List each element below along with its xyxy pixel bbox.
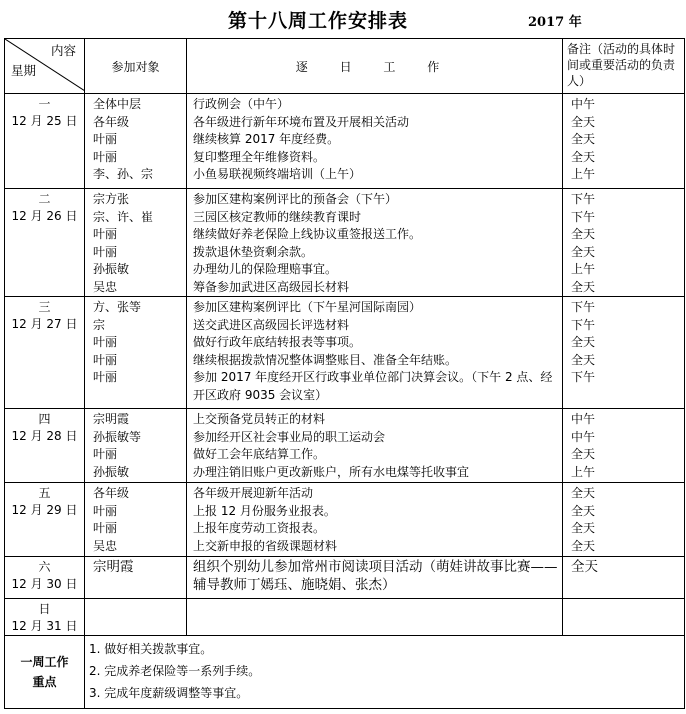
day-name: 一: [38, 97, 51, 111]
note: 上午: [571, 167, 596, 181]
participant: 叶丽: [93, 352, 118, 367]
note: 全天: [571, 538, 596, 553]
work-item: 上交新申报的省级课题材料: [193, 538, 338, 553]
day-date: 12 月 25 日: [11, 114, 78, 128]
day-cell: [5, 409, 85, 483]
work-item-cell: [187, 297, 563, 409]
day-date: 12 月 29 日: [11, 503, 78, 517]
participant: 叶丽: [93, 244, 118, 259]
work-item: 组织个别幼儿参加常州市阅读项目活动（萌娃讲故事比赛——辅导教师丁嫣珏、施晓娟、张杰）: [193, 559, 558, 593]
work-item: 各年级开展迎新年活动: [193, 486, 314, 500]
participant: 各年级: [93, 114, 130, 129]
participant: 全体中层: [93, 97, 142, 111]
participant: 吴忠: [93, 279, 118, 294]
work-item-cell: [187, 557, 563, 599]
day-name: 三: [38, 300, 51, 314]
work-item: 参加经开区社会事业局的职工运动会: [193, 429, 386, 444]
note: 全天: [571, 521, 596, 535]
note: 中午: [571, 412, 596, 426]
corner-header: [5, 39, 85, 94]
note: 全天: [571, 227, 596, 241]
work-item: 各年级进行新年环境布置及开展相关活动: [193, 114, 410, 129]
note: 全天: [571, 447, 596, 461]
participant-cell: [85, 189, 187, 297]
corner-bottom-label: 星期: [11, 63, 37, 78]
work-item: 上报年度劳动工资报表。: [193, 521, 326, 535]
note: 下午: [571, 209, 596, 224]
participant-cell: [85, 599, 187, 636]
work-item: 继续核算 2017 年度经费。: [193, 132, 340, 146]
participant: 宗明霞: [93, 412, 130, 426]
work-item: 拨款退休垫资剩余款。: [193, 244, 314, 259]
work-item: 筹备参加武进区高级园长材料: [193, 279, 350, 294]
day-row: [5, 483, 685, 557]
day-cell: [5, 557, 85, 599]
work-item: 继续做好养老保险上线协议重签报送工作。: [193, 227, 422, 241]
day-name: 四: [38, 412, 51, 426]
work-item: 参加区建构案例评比（下午星河国际南园）: [193, 300, 422, 314]
day-name: 二: [38, 192, 51, 206]
note: 全天: [571, 279, 596, 294]
day-row: [5, 599, 685, 636]
participant: 李、孙、宗: [93, 167, 154, 181]
page-title: 第十八周工作安排表: [227, 10, 408, 32]
work-item: 做好行政年底结转报表等事项。: [193, 335, 362, 349]
note: 上午: [571, 464, 596, 479]
participant-cell: [85, 94, 187, 189]
note-cell: [563, 297, 685, 409]
note-cell: [563, 94, 685, 189]
weekly-focus-item: 1. 做好相关拨款事宜。: [89, 642, 213, 656]
work-item-cell: [187, 599, 563, 636]
schedule-table: [4, 38, 685, 709]
notes-header: 备注（活动的具体时间或重要活动的负责人）: [563, 39, 685, 94]
day-date: 12 月 28 日: [11, 429, 78, 443]
participant-cell: [85, 483, 187, 557]
note: 全天: [571, 114, 596, 129]
day-cell: [5, 599, 85, 636]
note-cell: [563, 483, 685, 557]
work-item-cell: [187, 94, 563, 189]
participant: 宗方张: [93, 192, 130, 206]
day-row: [5, 557, 685, 599]
day-cell: [5, 297, 85, 409]
weekly-focus-label: [5, 636, 85, 709]
participant: 宗、许、崔: [93, 209, 154, 224]
day-date: 12 月 30 日: [11, 577, 78, 591]
note: 中午: [571, 429, 596, 444]
day-cell: [5, 189, 85, 297]
participant: 宗明霞: [93, 559, 134, 575]
participant: 叶丽: [93, 149, 118, 164]
participant: 叶丽: [93, 370, 118, 384]
participant: 孙振敏: [93, 464, 130, 479]
participant: 宗: [93, 317, 106, 332]
work-header: 逐 日 工 作: [187, 39, 563, 94]
corner-top-label: 内容: [50, 43, 76, 58]
participant-cell: [85, 297, 187, 409]
note: 下午: [571, 317, 596, 332]
work-item: 三园区核定教师的继续教育课时: [193, 209, 362, 224]
participant: 叶丽: [93, 132, 118, 146]
weekly-focus-row: [5, 636, 685, 709]
work-item: 复印整理全年维修资料。: [193, 149, 326, 164]
note-cell: [563, 189, 685, 297]
day-name: 六: [38, 560, 51, 574]
participant: 叶丽: [93, 503, 118, 518]
work-item-cell: [187, 409, 563, 483]
participant: 各年级: [93, 486, 130, 500]
work-item-cell: [187, 189, 563, 297]
participant: 叶丽: [93, 227, 118, 241]
day-name: 五: [38, 486, 51, 500]
day-row: [5, 409, 685, 483]
participant: 孙振敏等: [93, 429, 142, 444]
work-item: 继续根据拨款情况整体调整账目、准备全年结账。: [193, 352, 458, 367]
participant: 叶丽: [93, 521, 118, 535]
work-item: 办理幼儿的保险理赔事宜。: [193, 262, 338, 276]
note: 上午: [571, 262, 596, 276]
note: 下午: [571, 300, 596, 314]
day-cell: [5, 94, 85, 189]
note: 全天: [571, 486, 596, 500]
work-item: 小鱼易联视频终端培训（上午）: [193, 167, 362, 181]
work-item: 参加 2017 年度经开区行政事业单位部门决算会议。（下午 2 点、经开区政府 9035 会议室）: [193, 370, 553, 402]
weekly-focus-items: [85, 636, 685, 709]
participant: 叶丽: [93, 447, 118, 461]
work-item: 做好工会年底结算工作。: [193, 447, 326, 461]
header-row: [5, 39, 685, 94]
work-item: 上报 12 月份服务业报表。: [193, 503, 336, 518]
participant-cell: [85, 409, 187, 483]
note: 下午: [571, 370, 596, 384]
note: 全天: [571, 132, 596, 146]
participants-header: 参加对象: [85, 39, 187, 94]
work-item: 行政例会（中午）: [193, 97, 290, 111]
day-date: 12 月 26 日: [11, 209, 78, 223]
note: 下午: [571, 192, 596, 206]
year-label: 2017 年: [528, 15, 582, 30]
note: 全天: [571, 503, 596, 518]
day-row: [5, 297, 685, 409]
weekly-focus-label-line1: 一周工作: [20, 655, 69, 669]
day-row: [5, 189, 685, 297]
note-cell: [563, 409, 685, 483]
day-row: [5, 94, 685, 189]
weekly-focus-label-line2: 重点: [32, 675, 57, 689]
page-title-block: [0, 6, 686, 32]
participant-cell: [85, 557, 187, 599]
day-date: 12 月 31 日: [11, 619, 78, 633]
note: 全天: [571, 335, 596, 349]
day-date: 12 月 27 日: [11, 317, 78, 331]
participant: 叶丽: [93, 335, 118, 349]
note: 全天: [571, 559, 598, 575]
participant: 方、张等: [93, 300, 142, 314]
participant: 吴忠: [93, 538, 118, 553]
work-item-cell: [187, 483, 563, 557]
day-name: 日: [38, 602, 51, 616]
weekly-focus-item: 3. 完成年度薪级调整等事宜。: [89, 686, 249, 700]
participant: 孙振敏: [93, 262, 130, 276]
work-item: 送交武进区高级园长评选材料: [193, 317, 350, 332]
work-item: 参加区建构案例评比的预备会（下午）: [193, 192, 398, 206]
note: 全天: [571, 149, 596, 164]
work-item: 上交预备党员转正的材料: [193, 412, 326, 426]
note: 全天: [571, 352, 596, 367]
weekly-focus-item: 2. 完成养老保险等一系列手续。: [89, 664, 261, 678]
note-cell: [563, 599, 685, 636]
note-cell: [563, 557, 685, 599]
note: 全天: [571, 244, 596, 259]
day-cell: [5, 483, 85, 557]
note: 中午: [571, 97, 596, 111]
work-item: 办理注销旧账户更改新账户，所有水电煤等托收事宜: [193, 464, 470, 479]
